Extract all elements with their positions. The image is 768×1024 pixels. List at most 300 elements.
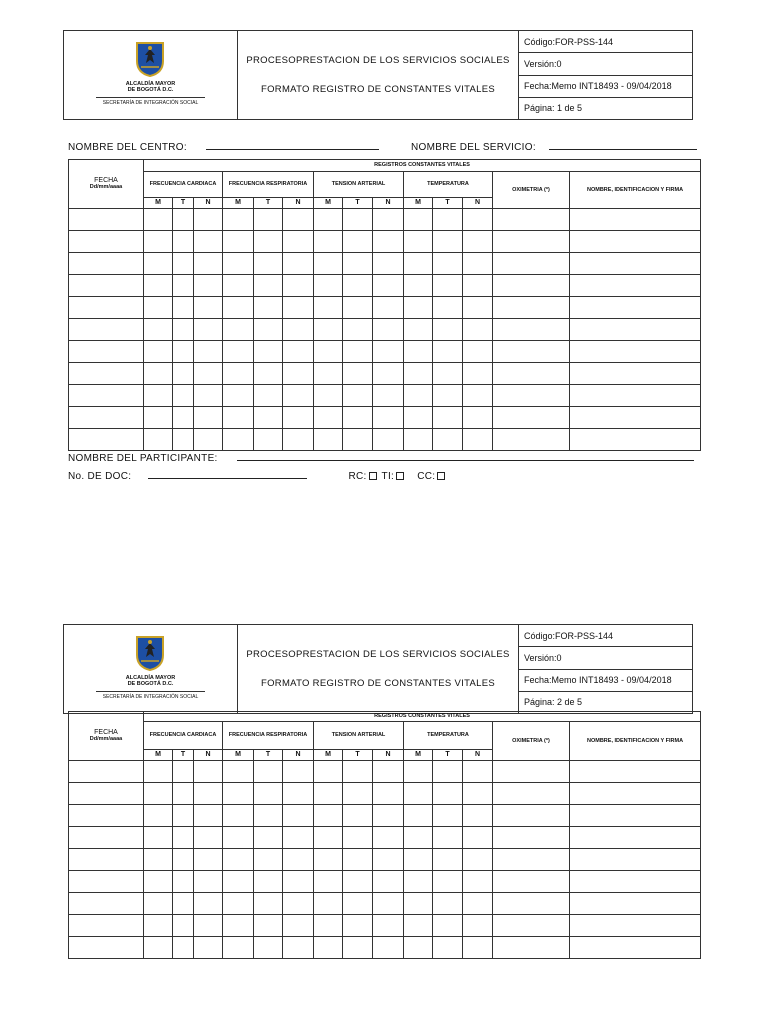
table-cell[interactable] [314,827,343,849]
table-cell[interactable] [570,407,701,429]
table-cell[interactable] [314,341,343,363]
table-cell[interactable] [223,407,254,429]
table-cell[interactable] [173,297,194,319]
table-cell[interactable] [493,275,570,297]
table-cell[interactable] [373,253,404,275]
table-cell[interactable] [223,363,254,385]
table-cell[interactable] [173,893,194,915]
table-cell[interactable] [194,363,223,385]
table-cell[interactable] [433,937,463,959]
table-cell[interactable] [194,297,223,319]
table-cell[interactable] [373,893,404,915]
table-cell[interactable] [173,231,194,253]
table-cell[interactable] [254,429,283,451]
rc-checkbox[interactable] [369,472,377,480]
table-cell[interactable] [69,275,144,297]
table-cell[interactable] [144,253,173,275]
table-cell[interactable] [314,297,343,319]
table-cell[interactable] [314,253,343,275]
table-cell[interactable] [343,407,373,429]
table-cell[interactable] [433,783,463,805]
table-cell[interactable] [493,871,570,893]
table-cell[interactable] [314,209,343,231]
table-cell[interactable] [343,783,373,805]
table-cell[interactable] [173,871,194,893]
table-cell[interactable] [493,297,570,319]
table-cell[interactable] [463,783,493,805]
table-cell[interactable] [314,893,343,915]
table-cell[interactable] [433,761,463,783]
table-cell[interactable] [173,761,194,783]
table-cell[interactable] [223,341,254,363]
table-cell[interactable] [223,783,254,805]
table-cell[interactable] [404,805,433,827]
table-cell[interactable] [314,231,343,253]
table-cell[interactable] [463,209,493,231]
centro-field[interactable] [206,148,379,150]
table-cell[interactable] [173,275,194,297]
table-cell[interactable] [283,805,314,827]
table-cell[interactable] [463,363,493,385]
table-cell[interactable] [373,341,404,363]
table-cell[interactable] [570,915,701,937]
table-cell[interactable] [283,827,314,849]
table-cell[interactable] [493,429,570,451]
table-cell[interactable] [283,849,314,871]
table-cell[interactable] [173,341,194,363]
table-cell[interactable] [194,761,223,783]
table-cell[interactable] [69,297,144,319]
table-cell[interactable] [69,805,144,827]
table-cell[interactable] [283,915,314,937]
table-cell[interactable] [69,827,144,849]
table-cell[interactable] [493,231,570,253]
table-cell[interactable] [433,385,463,407]
table-cell[interactable] [404,209,433,231]
table-cell[interactable] [254,253,283,275]
table-cell[interactable] [493,253,570,275]
table-cell[interactable] [463,341,493,363]
table-cell[interactable] [173,783,194,805]
table-cell[interactable] [404,915,433,937]
table-cell[interactable] [173,937,194,959]
table-cell[interactable] [283,385,314,407]
table-cell[interactable] [433,297,463,319]
table-cell[interactable] [283,893,314,915]
table-cell[interactable] [433,871,463,893]
table-cell[interactable] [223,827,254,849]
table-cell[interactable] [493,937,570,959]
table-cell[interactable] [144,385,173,407]
table-cell[interactable] [493,849,570,871]
table-cell[interactable] [373,849,404,871]
table-cell[interactable] [283,231,314,253]
servicio-field[interactable] [549,148,697,150]
table-cell[interactable] [173,827,194,849]
table-cell[interactable] [493,915,570,937]
table-cell[interactable] [404,783,433,805]
table-cell[interactable] [223,429,254,451]
table-cell[interactable] [194,893,223,915]
table-cell[interactable] [373,915,404,937]
table-cell[interactable] [404,761,433,783]
table-cell[interactable] [194,849,223,871]
cc-checkbox[interactable] [437,472,445,480]
table-cell[interactable] [314,429,343,451]
table-cell[interactable] [463,871,493,893]
table-cell[interactable] [194,253,223,275]
table-cell[interactable] [69,385,144,407]
table-cell[interactable] [69,231,144,253]
table-cell[interactable] [69,871,144,893]
table-cell[interactable] [283,407,314,429]
table-cell[interactable] [173,253,194,275]
table-cell[interactable] [373,407,404,429]
table-cell[interactable] [314,871,343,893]
table-cell[interactable] [404,341,433,363]
table-cell[interactable] [373,761,404,783]
table-cell[interactable] [69,319,144,341]
table-cell[interactable] [373,363,404,385]
table-cell[interactable] [433,429,463,451]
table-cell[interactable] [570,805,701,827]
table-cell[interactable] [463,915,493,937]
table-cell[interactable] [404,363,433,385]
table-cell[interactable] [463,319,493,341]
table-cell[interactable] [404,893,433,915]
table-cell[interactable] [194,915,223,937]
table-cell[interactable] [223,319,254,341]
table-cell[interactable] [144,805,173,827]
table-cell[interactable] [343,385,373,407]
table-cell[interactable] [373,385,404,407]
table-cell[interactable] [283,429,314,451]
table-cell[interactable] [283,319,314,341]
table-cell[interactable] [144,429,173,451]
table-cell[interactable] [570,783,701,805]
table-cell[interactable] [283,341,314,363]
table-cell[interactable] [433,915,463,937]
table-cell[interactable] [69,893,144,915]
table-cell[interactable] [144,297,173,319]
table-cell[interactable] [223,275,254,297]
table-cell[interactable] [254,849,283,871]
ti-checkbox[interactable] [396,472,404,480]
table-cell[interactable] [463,893,493,915]
table-cell[interactable] [404,407,433,429]
table-cell[interactable] [463,297,493,319]
table-cell[interactable] [570,209,701,231]
table-cell[interactable] [144,407,173,429]
table-cell[interactable] [223,253,254,275]
table-cell[interactable] [404,429,433,451]
table-cell[interactable] [404,253,433,275]
table-cell[interactable] [343,805,373,827]
table-cell[interactable] [283,783,314,805]
table-cell[interactable] [254,385,283,407]
table-cell[interactable] [173,407,194,429]
table-cell[interactable] [254,209,283,231]
table-cell[interactable] [404,937,433,959]
table-cell[interactable] [283,761,314,783]
table-cell[interactable] [463,937,493,959]
table-cell[interactable] [223,385,254,407]
table-cell[interactable] [343,231,373,253]
table-cell[interactable] [570,341,701,363]
table-cell[interactable] [173,209,194,231]
table-cell[interactable] [493,319,570,341]
table-cell[interactable] [314,805,343,827]
table-cell[interactable] [194,805,223,827]
table-cell[interactable] [373,275,404,297]
table-cell[interactable] [69,429,144,451]
table-cell[interactable] [314,363,343,385]
table-cell[interactable] [343,297,373,319]
table-cell[interactable] [144,231,173,253]
table-cell[interactable] [570,761,701,783]
table-cell[interactable] [314,937,343,959]
table-cell[interactable] [570,893,701,915]
table-cell[interactable] [283,253,314,275]
table-cell[interactable] [314,319,343,341]
table-cell[interactable] [570,937,701,959]
table-cell[interactable] [283,937,314,959]
table-cell[interactable] [570,275,701,297]
table-cell[interactable] [223,893,254,915]
table-cell[interactable] [194,429,223,451]
table-cell[interactable] [570,871,701,893]
table-cell[interactable] [223,761,254,783]
table-cell[interactable] [254,805,283,827]
table-cell[interactable] [144,849,173,871]
table-cell[interactable] [69,341,144,363]
table-cell[interactable] [254,871,283,893]
table-cell[interactable] [463,805,493,827]
table-cell[interactable] [194,209,223,231]
table-cell[interactable] [343,871,373,893]
table-cell[interactable] [433,231,463,253]
table-cell[interactable] [144,783,173,805]
table-cell[interactable] [254,783,283,805]
table-cell[interactable] [343,319,373,341]
table-cell[interactable] [343,275,373,297]
table-cell[interactable] [194,827,223,849]
table-cell[interactable] [144,827,173,849]
table-cell[interactable] [69,937,144,959]
table-cell[interactable] [373,429,404,451]
table-cell[interactable] [283,363,314,385]
table-cell[interactable] [433,827,463,849]
table-cell[interactable] [343,893,373,915]
table-cell[interactable] [314,275,343,297]
table-cell[interactable] [463,761,493,783]
table-cell[interactable] [570,363,701,385]
table-cell[interactable] [194,385,223,407]
table-cell[interactable] [570,231,701,253]
table-cell[interactable] [404,849,433,871]
table-cell[interactable] [254,915,283,937]
table-cell[interactable] [343,429,373,451]
table-cell[interactable] [254,341,283,363]
table-cell[interactable] [433,209,463,231]
table-cell[interactable] [373,209,404,231]
table-cell[interactable] [433,341,463,363]
table-cell[interactable] [463,231,493,253]
table-cell[interactable] [194,407,223,429]
table-cell[interactable] [69,363,144,385]
table-cell[interactable] [570,319,701,341]
table-cell[interactable] [463,385,493,407]
table-cell[interactable] [404,297,433,319]
table-cell[interactable] [463,849,493,871]
table-cell[interactable] [144,937,173,959]
table-cell[interactable] [404,871,433,893]
table-cell[interactable] [69,209,144,231]
table-cell[interactable] [493,341,570,363]
table-cell[interactable] [283,275,314,297]
table-cell[interactable] [194,783,223,805]
table-cell[interactable] [314,385,343,407]
table-cell[interactable] [373,319,404,341]
table-cell[interactable] [373,231,404,253]
table-cell[interactable] [144,871,173,893]
table-cell[interactable] [194,231,223,253]
table-cell[interactable] [463,407,493,429]
table-cell[interactable] [194,319,223,341]
table-cell[interactable] [223,231,254,253]
table-cell[interactable] [343,849,373,871]
table-cell[interactable] [373,783,404,805]
table-cell[interactable] [254,363,283,385]
table-cell[interactable] [493,783,570,805]
table-cell[interactable] [144,363,173,385]
table-cell[interactable] [254,937,283,959]
table-cell[interactable] [433,275,463,297]
table-cell[interactable] [69,915,144,937]
table-cell[interactable] [570,849,701,871]
table-cell[interactable] [404,319,433,341]
participante-field[interactable] [237,459,694,461]
table-cell[interactable] [493,407,570,429]
table-cell[interactable] [493,363,570,385]
table-cell[interactable] [144,341,173,363]
table-cell[interactable] [144,209,173,231]
table-cell[interactable] [283,209,314,231]
table-cell[interactable] [314,915,343,937]
table-cell[interactable] [194,871,223,893]
table-cell[interactable] [69,407,144,429]
table-cell[interactable] [144,319,173,341]
table-cell[interactable] [314,783,343,805]
table-cell[interactable] [493,209,570,231]
table-cell[interactable] [404,275,433,297]
table-cell[interactable] [173,363,194,385]
table-cell[interactable] [404,385,433,407]
table-cell[interactable] [69,849,144,871]
table-cell[interactable] [254,231,283,253]
table-cell[interactable] [254,297,283,319]
table-cell[interactable] [173,319,194,341]
table-cell[interactable] [144,915,173,937]
table-cell[interactable] [173,915,194,937]
table-cell[interactable] [254,827,283,849]
table-cell[interactable] [314,849,343,871]
table-cell[interactable] [254,319,283,341]
table-cell[interactable] [433,849,463,871]
table-cell[interactable] [373,827,404,849]
table-cell[interactable] [173,429,194,451]
table-cell[interactable] [69,253,144,275]
table-cell[interactable] [373,297,404,319]
table-cell[interactable] [254,893,283,915]
table-cell[interactable] [433,805,463,827]
table-cell[interactable] [314,407,343,429]
table-cell[interactable] [173,849,194,871]
table-cell[interactable] [493,805,570,827]
table-cell[interactable] [69,761,144,783]
table-cell[interactable] [69,783,144,805]
table-cell[interactable] [173,385,194,407]
table-cell[interactable] [404,827,433,849]
table-cell[interactable] [343,827,373,849]
table-cell[interactable] [173,805,194,827]
table-cell[interactable] [373,937,404,959]
table-cell[interactable] [433,319,463,341]
table-cell[interactable] [144,761,173,783]
table-cell[interactable] [343,341,373,363]
table-cell[interactable] [194,275,223,297]
table-cell[interactable] [433,893,463,915]
table-cell[interactable] [404,231,433,253]
table-cell[interactable] [254,275,283,297]
table-cell[interactable] [493,893,570,915]
table-cell[interactable] [463,275,493,297]
table-cell[interactable] [343,761,373,783]
table-cell[interactable] [433,407,463,429]
table-cell[interactable] [433,363,463,385]
table-cell[interactable] [570,385,701,407]
table-cell[interactable] [283,297,314,319]
doc-field[interactable] [148,477,307,479]
table-cell[interactable] [223,209,254,231]
table-cell[interactable] [570,827,701,849]
table-cell[interactable] [144,275,173,297]
table-cell[interactable] [570,297,701,319]
table-cell[interactable] [254,407,283,429]
table-cell[interactable] [373,871,404,893]
table-cell[interactable] [493,385,570,407]
table-cell[interactable] [343,915,373,937]
table-cell[interactable] [343,937,373,959]
table-cell[interactable] [283,871,314,893]
table-cell[interactable] [223,871,254,893]
table-cell[interactable] [463,429,493,451]
table-cell[interactable] [493,761,570,783]
table-cell[interactable] [463,253,493,275]
table-cell[interactable] [463,827,493,849]
table-cell[interactable] [223,297,254,319]
table-cell[interactable] [570,253,701,275]
table-cell[interactable] [314,761,343,783]
table-cell[interactable] [223,849,254,871]
table-cell[interactable] [194,937,223,959]
table-cell[interactable] [343,209,373,231]
table-cell[interactable] [144,893,173,915]
table-cell[interactable] [223,805,254,827]
table-cell[interactable] [254,761,283,783]
table-cell[interactable] [343,253,373,275]
table-cell[interactable] [493,827,570,849]
